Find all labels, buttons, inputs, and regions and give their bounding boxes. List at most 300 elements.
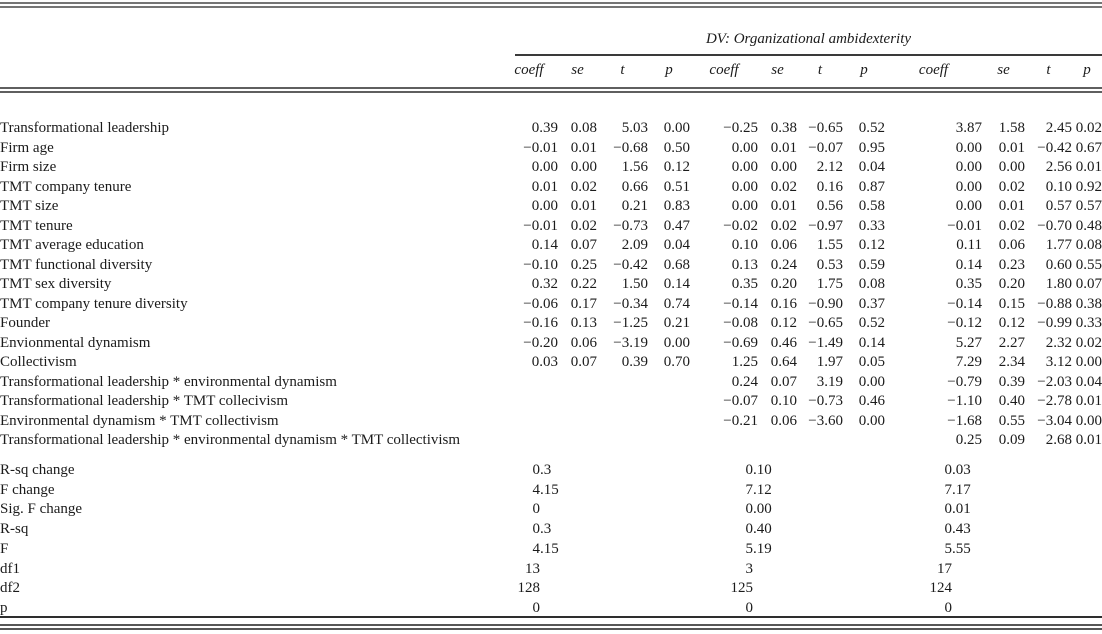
value-cell: 0.51 bbox=[663, 178, 690, 195]
value-cell: 0.83 bbox=[663, 198, 690, 214]
fit-value-fraction: .10 bbox=[753, 462, 772, 478]
value-cell: 0.53 bbox=[816, 256, 843, 273]
value-cell: 0.00 bbox=[663, 120, 690, 136]
value-cell: 0.12 bbox=[998, 315, 1025, 331]
value-cell: 0.06 bbox=[570, 334, 597, 351]
fit-value-cell bbox=[500, 560, 690, 580]
column-header-se: se bbox=[571, 62, 584, 78]
value-cell: 0.57 bbox=[1045, 198, 1072, 214]
fit-value-cell bbox=[690, 520, 885, 540]
fit-value-integer: 4 bbox=[532, 540, 540, 557]
value-cell: 0.40 bbox=[998, 393, 1025, 409]
table-row bbox=[0, 314, 1102, 334]
column-header-se: se bbox=[997, 62, 1010, 78]
value-cell: 3.19 bbox=[816, 373, 843, 390]
fit-row bbox=[0, 540, 1102, 560]
value-cell: 0.06 bbox=[998, 237, 1025, 253]
value-cell: 0.92 bbox=[1075, 178, 1102, 195]
value-cell bbox=[797, 431, 843, 451]
value-cell: 0.13 bbox=[570, 315, 597, 331]
row-label: TMT company tenure diversity bbox=[0, 295, 188, 312]
value-cell: 0.07 bbox=[570, 354, 597, 370]
table-row bbox=[0, 236, 1102, 256]
value-cell bbox=[558, 431, 597, 451]
fit-value-integer: 4 bbox=[532, 481, 540, 498]
value-cell: 0.00 bbox=[858, 373, 885, 390]
table-row bbox=[0, 197, 1102, 217]
table-row bbox=[0, 139, 1102, 159]
fit-value-cell bbox=[690, 461, 885, 481]
fit-value-integer: 5 bbox=[745, 540, 753, 557]
value-cell: 0.01 bbox=[1075, 393, 1102, 409]
value-cell bbox=[500, 431, 558, 451]
value-cell bbox=[648, 431, 690, 451]
row-label: Transformational leadership * environmental dynamism * TMT collectivism bbox=[0, 432, 461, 448]
column-header-p: p bbox=[665, 62, 673, 78]
fit-row-label: df2 bbox=[0, 580, 20, 597]
column-header-p: p bbox=[860, 62, 868, 78]
row-label: Transformational leadership * TMT collecivism bbox=[0, 393, 289, 409]
fit-value-cell bbox=[690, 560, 885, 580]
bottom-double-rule-lower bbox=[0, 628, 1102, 630]
fit-value-cell bbox=[500, 461, 690, 481]
value-cell: 0.10 bbox=[770, 393, 797, 409]
value-cell bbox=[597, 431, 648, 451]
value-cell: 0.14 bbox=[531, 237, 558, 253]
row-label: Firm size bbox=[0, 159, 57, 175]
value-cell: 0.48 bbox=[1075, 217, 1102, 234]
value-cell: 0.21 bbox=[663, 315, 690, 331]
value-cell: 0.13 bbox=[731, 256, 758, 273]
fit-value-integer: 0 bbox=[532, 521, 540, 538]
fit-row-label: Sig. F change bbox=[0, 501, 83, 518]
value-cell: 0.07 bbox=[1075, 276, 1102, 292]
value-cell: 0.00 bbox=[731, 198, 758, 214]
fit-value-cell bbox=[690, 481, 885, 501]
value-cell: 0.00 bbox=[531, 198, 558, 214]
bottom-double-rule-upper bbox=[0, 624, 1102, 626]
fit-value-cell bbox=[885, 560, 1102, 580]
value-cell: 0.70 bbox=[663, 354, 690, 370]
fit-value-cell bbox=[885, 540, 1102, 560]
value-cell: −0.01 bbox=[947, 217, 982, 234]
fit-value-cell bbox=[690, 500, 885, 520]
value-cell: 2.45 bbox=[1045, 120, 1072, 136]
table-row bbox=[0, 158, 1102, 178]
value-cell: 3.87 bbox=[955, 120, 982, 136]
value-cell: −0.07 bbox=[723, 393, 758, 409]
value-cell: 0.24 bbox=[770, 256, 797, 273]
fit-value-fraction: .55 bbox=[952, 540, 971, 557]
table-row bbox=[0, 373, 1102, 393]
value-cell: 0.57 bbox=[1075, 198, 1102, 214]
fit-value-cell bbox=[885, 481, 1102, 501]
value-cell: 0.02 bbox=[998, 178, 1025, 195]
value-cell: 0.01 bbox=[998, 139, 1025, 156]
value-cell: 0.10 bbox=[731, 237, 758, 253]
table-row bbox=[0, 217, 1102, 237]
fit-row bbox=[0, 520, 1102, 540]
value-cell: 1.25 bbox=[731, 354, 758, 370]
value-cell: 0.46 bbox=[858, 393, 885, 409]
value-cell: 0.25 bbox=[570, 256, 597, 273]
value-cell: −2.03 bbox=[1037, 373, 1072, 390]
fit-value-integer: 0 bbox=[745, 501, 753, 518]
value-cell: 0.07 bbox=[770, 373, 797, 390]
value-cell: 0.38 bbox=[1075, 295, 1102, 312]
value-cell: −0.10 bbox=[523, 256, 558, 273]
value-cell: 0.00 bbox=[858, 412, 885, 429]
value-cell: 0.55 bbox=[998, 412, 1025, 429]
value-cell: 0.95 bbox=[858, 139, 885, 156]
fit-value-fraction: .15 bbox=[540, 540, 559, 557]
value-cell: 0.00 bbox=[998, 159, 1025, 175]
row-label: TMT average education bbox=[0, 237, 144, 253]
table-row bbox=[0, 334, 1102, 354]
value-cell bbox=[597, 412, 648, 432]
value-cell bbox=[843, 431, 885, 451]
value-cell: −0.14 bbox=[723, 295, 758, 312]
fit-row bbox=[0, 500, 1102, 520]
value-cell bbox=[758, 431, 797, 451]
fit-value-cell bbox=[500, 579, 690, 599]
value-cell: −0.97 bbox=[808, 217, 843, 234]
value-cell bbox=[648, 392, 690, 412]
value-cell: −2.78 bbox=[1037, 393, 1072, 409]
fit-value-fraction: .3 bbox=[540, 521, 552, 538]
fit-row-label: F bbox=[0, 540, 9, 557]
value-cell: −0.25 bbox=[723, 120, 758, 136]
value-cell: 0.00 bbox=[731, 178, 758, 195]
value-cell: 1.75 bbox=[816, 276, 843, 292]
value-cell: 0.87 bbox=[858, 178, 885, 195]
value-cell: 2.68 bbox=[1045, 432, 1072, 448]
value-cell: 0.68 bbox=[663, 256, 690, 273]
fit-value-integer: 0 bbox=[944, 521, 952, 538]
value-cell: 0.08 bbox=[570, 120, 597, 136]
fit-value-cell bbox=[885, 579, 1102, 599]
fit-value-fraction: .43 bbox=[952, 521, 971, 538]
value-cell: 0.47 bbox=[663, 217, 690, 234]
value-cell: 0.22 bbox=[570, 276, 597, 292]
value-cell: 0.02 bbox=[570, 178, 597, 195]
table-row bbox=[0, 353, 1102, 373]
column-header-p: p bbox=[1083, 62, 1091, 78]
column-header-coeff: coeff bbox=[918, 62, 949, 78]
row-label: TMT sex diversity bbox=[0, 276, 112, 292]
dv-header bbox=[515, 30, 1102, 48]
value-cell: 0.52 bbox=[858, 120, 885, 136]
value-cell: 0.09 bbox=[998, 432, 1025, 448]
column-header-t: t bbox=[1046, 62, 1051, 78]
value-cell: −0.16 bbox=[523, 315, 558, 331]
value-cell: −0.07 bbox=[808, 139, 843, 156]
column-header-spacer bbox=[0, 60, 500, 80]
value-cell: 0.02 bbox=[770, 217, 797, 234]
value-cell: 0.50 bbox=[663, 139, 690, 156]
value-cell: 0.00 bbox=[955, 178, 982, 195]
fit-value-integer: 124 bbox=[929, 580, 952, 597]
value-cell: 0.15 bbox=[998, 295, 1025, 312]
value-cell: 0.01 bbox=[998, 198, 1025, 214]
header-double-rule-upper bbox=[0, 87, 1102, 89]
row-label: TMT functional diversity bbox=[0, 256, 153, 273]
value-cell: −0.42 bbox=[1037, 139, 1072, 156]
value-cell: −0.69 bbox=[723, 334, 758, 351]
value-cell: 1.56 bbox=[621, 159, 648, 175]
value-cell: 0.17 bbox=[570, 295, 597, 312]
column-header-t: t bbox=[620, 62, 625, 78]
fit-value-cell bbox=[885, 461, 1102, 481]
value-cell: −0.12 bbox=[947, 315, 982, 331]
value-cell bbox=[648, 373, 690, 393]
value-cell: −0.73 bbox=[613, 217, 648, 234]
value-cell: 2.12 bbox=[816, 159, 843, 175]
value-cell: 0.60 bbox=[1045, 256, 1072, 273]
value-cell: 1.77 bbox=[1045, 237, 1072, 253]
top-double-rule-upper bbox=[0, 2, 1102, 4]
fit-value-integer: 17 bbox=[937, 560, 952, 577]
row-label: Founder bbox=[0, 315, 50, 331]
column-header-table bbox=[0, 60, 1102, 80]
value-cell: 0.01 bbox=[570, 139, 597, 156]
table-row bbox=[0, 119, 1102, 139]
table-row bbox=[0, 295, 1102, 315]
fit-value-cell bbox=[885, 500, 1102, 520]
value-cell: 0.21 bbox=[621, 198, 648, 214]
column-header-t: t bbox=[817, 62, 823, 78]
dv-header-label: DV: Organizational ambidexterity bbox=[705, 31, 912, 47]
row-label: Firm age bbox=[0, 139, 54, 156]
value-cell bbox=[597, 373, 648, 393]
fit-row bbox=[0, 481, 1102, 501]
value-cell: 0.02 bbox=[1075, 120, 1102, 136]
value-cell: 5.03 bbox=[621, 120, 648, 136]
value-cell: −0.06 bbox=[523, 295, 558, 312]
fit-row bbox=[0, 579, 1102, 599]
value-cell: 0.00 bbox=[663, 334, 690, 351]
value-cell: 0.33 bbox=[1075, 315, 1102, 331]
value-cell: −0.88 bbox=[1037, 295, 1072, 312]
value-cell: 0.03 bbox=[531, 354, 558, 370]
fit-value-integer: 0 bbox=[944, 599, 952, 616]
value-cell: 2.32 bbox=[1045, 334, 1072, 351]
value-cell: 0.46 bbox=[770, 334, 797, 351]
value-cell: 0.12 bbox=[663, 159, 690, 175]
fit-value-fraction: .40 bbox=[753, 521, 772, 538]
value-cell: 1.97 bbox=[816, 354, 843, 370]
value-cell: 1.58 bbox=[998, 120, 1025, 136]
value-cell: 0.02 bbox=[998, 217, 1025, 234]
value-cell: −0.20 bbox=[523, 334, 558, 351]
value-cell: 1.50 bbox=[621, 276, 648, 292]
fit-value-fraction: .00 bbox=[753, 501, 772, 518]
fit-value-fraction: .3 bbox=[540, 462, 552, 478]
value-cell: 0.14 bbox=[663, 276, 690, 292]
value-cell: −1.10 bbox=[947, 393, 982, 409]
table-row bbox=[0, 256, 1102, 276]
value-cell: 0.38 bbox=[770, 120, 797, 136]
value-cell: 0.02 bbox=[570, 217, 597, 234]
fit-value-integer: 125 bbox=[730, 580, 753, 597]
table-row bbox=[0, 431, 1102, 451]
value-cell: 0.00 bbox=[955, 159, 982, 175]
value-cell: 2.34 bbox=[998, 354, 1025, 370]
fit-value-cell bbox=[690, 579, 885, 599]
value-cell: 0.01 bbox=[1075, 432, 1102, 448]
value-cell: −1.25 bbox=[613, 315, 648, 331]
row-label: Envionmental dynamism bbox=[0, 334, 151, 351]
value-cell: 0.23 bbox=[998, 256, 1025, 273]
row-label: Collectivism bbox=[0, 354, 77, 370]
dv-spanner-rule bbox=[515, 54, 1102, 56]
value-cell: −1.68 bbox=[947, 412, 982, 429]
fit-row bbox=[0, 560, 1102, 580]
fit-value-integer: 0 bbox=[745, 462, 753, 478]
table-row bbox=[0, 412, 1102, 432]
value-cell: 0.07 bbox=[570, 237, 597, 253]
fit-row bbox=[0, 461, 1102, 481]
coefficient-table bbox=[0, 119, 1102, 451]
row-label: Transformational leadership * environmental dynamism bbox=[0, 373, 337, 390]
value-cell: 0.14 bbox=[955, 256, 982, 273]
value-cell: −3.60 bbox=[808, 412, 843, 429]
column-header-row bbox=[0, 60, 1102, 80]
value-cell: 0.33 bbox=[858, 217, 885, 234]
bottom-single-rule bbox=[0, 616, 1102, 618]
value-cell: 0.64 bbox=[770, 354, 797, 370]
column-header-se: se bbox=[771, 62, 784, 78]
value-cell: 0.00 bbox=[531, 159, 558, 175]
fit-row-label: F change bbox=[0, 481, 55, 498]
value-cell bbox=[500, 392, 558, 412]
value-cell: −0.21 bbox=[723, 412, 758, 429]
value-cell: 0.02 bbox=[1075, 334, 1102, 351]
fit-value-integer: 0 bbox=[532, 501, 540, 518]
value-cell: 0.55 bbox=[1075, 256, 1102, 273]
value-cell bbox=[558, 373, 597, 393]
value-cell bbox=[500, 412, 558, 432]
value-cell: 0.35 bbox=[955, 276, 982, 292]
value-cell: 0.39 bbox=[621, 354, 648, 370]
value-cell: −0.90 bbox=[808, 295, 843, 312]
top-double-rule-lower bbox=[0, 6, 1102, 8]
header-double-rule-lower bbox=[0, 91, 1102, 93]
value-cell: −3.19 bbox=[613, 334, 648, 351]
fit-value-cell bbox=[500, 520, 690, 540]
value-cell: 0.14 bbox=[858, 334, 885, 351]
value-cell: 0.01 bbox=[1075, 159, 1102, 175]
fit-value-fraction: .15 bbox=[540, 481, 559, 498]
value-cell: 2.09 bbox=[621, 237, 648, 253]
value-cell: 0.00 bbox=[570, 159, 597, 175]
value-cell: 0.01 bbox=[770, 139, 797, 156]
value-cell: 0.56 bbox=[816, 198, 843, 214]
value-cell: 0.24 bbox=[731, 373, 758, 390]
value-cell bbox=[500, 373, 558, 393]
value-cell: 0.04 bbox=[1075, 373, 1102, 390]
fit-value-integer: 0 bbox=[532, 599, 540, 616]
value-cell: 2.56 bbox=[1045, 159, 1072, 175]
value-cell: −0.34 bbox=[613, 295, 648, 312]
fit-value-cell bbox=[885, 520, 1102, 540]
value-cell: 0.08 bbox=[858, 276, 885, 292]
value-cell: 0.16 bbox=[816, 178, 843, 195]
value-cell: 5.27 bbox=[955, 334, 982, 351]
fit-value-integer: 0 bbox=[944, 462, 952, 478]
value-cell: 0.00 bbox=[731, 139, 758, 156]
column-header-coeff: coeff bbox=[709, 62, 739, 78]
fit-value-fraction: .17 bbox=[952, 481, 971, 498]
value-cell: 0.59 bbox=[858, 256, 885, 273]
value-cell: 0.16 bbox=[770, 295, 797, 312]
value-cell: −3.04 bbox=[1037, 412, 1072, 429]
value-cell: −0.73 bbox=[808, 393, 843, 409]
value-cell: 0.25 bbox=[955, 432, 982, 448]
value-cell: 0.00 bbox=[731, 159, 758, 175]
value-cell: 0.66 bbox=[621, 178, 648, 195]
value-cell: −0.65 bbox=[808, 120, 843, 136]
value-cell: −0.42 bbox=[613, 256, 648, 273]
model-fit-table bbox=[0, 461, 1102, 619]
value-cell: 0.00 bbox=[1075, 412, 1102, 429]
value-cell: 0.02 bbox=[770, 178, 797, 195]
value-cell: 0.11 bbox=[956, 237, 982, 253]
fit-value-integer: 5 bbox=[944, 540, 952, 557]
fit-value-integer: 3 bbox=[745, 560, 753, 577]
value-cell: 0.00 bbox=[1075, 354, 1102, 370]
value-cell: 2.27 bbox=[998, 334, 1025, 351]
value-cell: −0.79 bbox=[947, 373, 982, 390]
value-cell: 0.01 bbox=[570, 198, 597, 214]
fit-value-integer: 0 bbox=[532, 462, 540, 478]
value-cell: 0.35 bbox=[731, 276, 758, 292]
value-cell: −0.14 bbox=[947, 295, 982, 312]
table-row bbox=[0, 392, 1102, 412]
value-cell: 0.74 bbox=[663, 295, 690, 312]
table-row bbox=[0, 275, 1102, 295]
value-cell: 0.00 bbox=[770, 159, 797, 175]
value-cell: 0.10 bbox=[1045, 178, 1072, 195]
fit-value-integer: 0 bbox=[745, 521, 753, 538]
fit-value-cell bbox=[500, 540, 690, 560]
fit-value-integer: 128 bbox=[517, 580, 540, 597]
fit-value-fraction: .12 bbox=[753, 481, 772, 498]
value-cell: −1.49 bbox=[808, 334, 843, 351]
value-cell: 0.01 bbox=[770, 198, 797, 214]
value-cell: 0.20 bbox=[998, 276, 1025, 292]
value-cell: −0.01 bbox=[523, 217, 558, 234]
value-cell: 0.06 bbox=[770, 412, 797, 429]
fit-value-integer: 7 bbox=[745, 481, 753, 498]
fit-row-label: R-sq change bbox=[0, 462, 75, 478]
fit-value-integer: 0 bbox=[745, 599, 753, 616]
value-cell: −0.68 bbox=[613, 139, 648, 156]
fit-row-label: R-sq bbox=[0, 521, 29, 538]
value-cell bbox=[558, 392, 597, 412]
row-label: Environmental dynamism * TMT collectivism bbox=[0, 412, 279, 429]
value-cell: 0.39 bbox=[998, 373, 1025, 390]
row-label: TMT tenure bbox=[0, 217, 73, 234]
value-cell: 1.80 bbox=[1045, 276, 1072, 292]
value-cell bbox=[690, 431, 758, 451]
value-cell: −0.01 bbox=[523, 139, 558, 156]
value-cell: 0.37 bbox=[858, 295, 885, 312]
fit-value-fraction: .19 bbox=[753, 540, 772, 557]
value-cell: −0.02 bbox=[723, 217, 758, 234]
fit-value-fraction: .03 bbox=[952, 462, 971, 478]
value-cell bbox=[597, 392, 648, 412]
